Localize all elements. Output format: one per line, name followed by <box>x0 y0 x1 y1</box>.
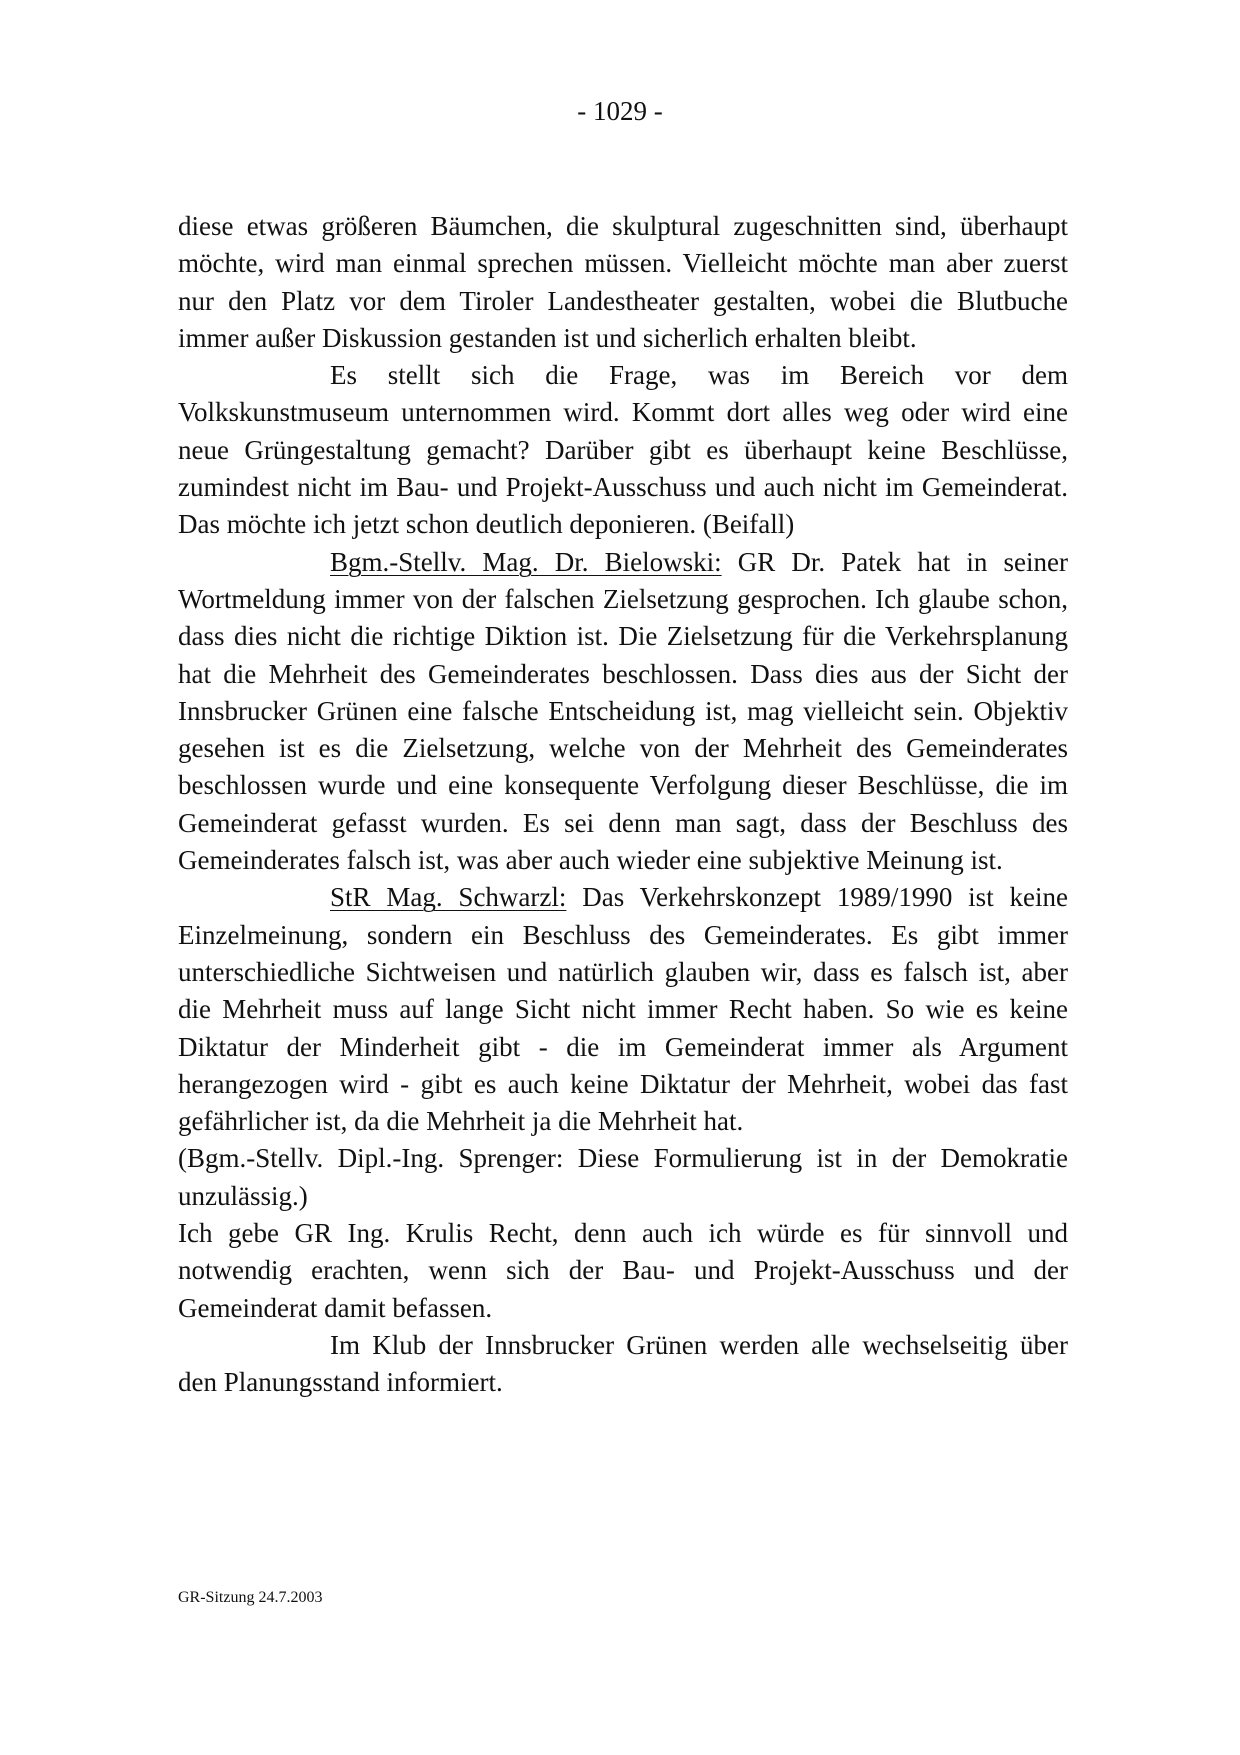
statement-text: Das Verkehrskonzept 1989/1990 ist keine Einzelmeinung, sondern ein Beschluss des Gemeinderates. Es gibt immer unterschiedliche Sichtweisen und natürlich glauben wir, dass es falsch ist, aber die Mehrheit muss auf lange Sicht nicht immer Recht haben. So wie es keine Diktatur der Minderheit gibt - die im Gemeinderat immer als Argument herangezogen wird - gibt es auch keine Diktatur der Mehrheit, wobei das fast gefährlicher ist, da die Mehrheit ja die Mehrheit hat. <box>178 882 1068 1137</box>
interjection-text: (Bgm.-Stellv. Dipl.-Ing. Sprenger: Diese Formulierung ist in der Demokratie unzulässig.) <box>178 1143 1068 1211</box>
paragraph-text: Ich gebe GR Ing. Krulis Recht, denn auch ich würde es für sinnvoll und notwendig erachten, wenn sich der Bau- und Projekt-Ausschuss und der Gemeinderat damit befassen. <box>178 1218 1068 1323</box>
speaker-name: Bgm.-Stellv. Mag. Dr. Bielowski: <box>330 546 722 577</box>
statement-text: GR Dr. Patek hat in seiner Wortmeldung immer von der falschen Zielsetzung gesprochen. Ich glaube schon, dass dies nicht die richtige Diktion ist. Die Zielsetzung für die Verkehrsplanung hat die Mehrheit des Gemeinderates beschlossen. Dass dies aus der Sicht der Innsbrucker Grünen eine falsche Entscheidung ist, mag vielleicht sein. Objektiv gesehen ist es die Zielsetzung, welche von der Mehrheit des Gemeinderates beschlossen wurde und eine konsequente Verfolgung dieser Beschlüsse, die im Gemeinderat gefasst wurden. Es sei denn man sagt, dass der Beschluss des Gemeinderates falsch ist, was aber auch wieder eine subjektive Meinung ist. <box>178 546 1069 876</box>
footer-session-label: GR-Sitzung 24.7.2003 <box>178 1589 323 1606</box>
paragraph-continuation <box>178 208 1068 357</box>
paragraph-klub <box>178 1327 1068 1402</box>
page-number: - 1029 - <box>577 96 663 126</box>
interjection-sprenger <box>178 1140 1068 1215</box>
statement-schwarzl <box>178 879 1068 1140</box>
speaker-name: StR Mag. Schwarzl: <box>330 882 567 913</box>
paragraph-text: Im Klub der Innsbrucker Grünen werden alle wechselseitig über den Planungsstand informiert. <box>178 1329 1068 1398</box>
paragraph-text: diese etwas größeren Bäumchen, die skulptural zugeschnitten sind, überhaupt möchte, wird man einmal sprechen müssen. Vielleicht möchte man aber zuerst nur den Platz vor dem Tiroler Landestheater gestalten, wobei die Blutbuche immer außer Diskussion gestanden ist und sicherlich erhalten bleibt. <box>178 211 1068 353</box>
paragraph-volkskunstmuseum <box>178 357 1068 543</box>
statement-bielowski <box>178 544 1068 880</box>
paragraph-text: Es stellt sich die Frage, was im Bereich vor dem Volkskunstmuseum unternommen wird. Kommt dort alles weg oder wird eine neue Grüngestaltung gemacht? Darüber gibt es überhaupt keine Beschlüsse, zumindest nicht im Bau- und Projekt-Ausschuss und auch nicht im Gemeinderat. Das möchte ich jetzt schon deutlich deponieren. (Beifall) <box>178 360 1068 540</box>
paragraph-krulis <box>178 1215 1068 1327</box>
document-body <box>178 208 1068 1402</box>
